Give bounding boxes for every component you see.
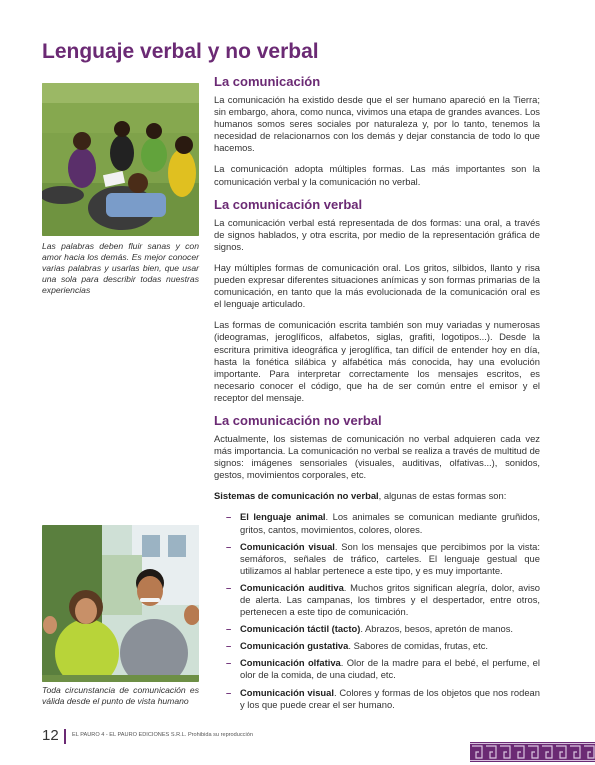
photo1-caption: Las palabras deben fluir sanas y con amor hacia los demás. Es mejor conocer varias palabras y usarlas bien, que usar una sola para describir todas nuestras experiencias [42, 241, 199, 295]
list-item [226, 582, 540, 618]
paragraph: La comunicación verbal está representada de dos formas: una oral, a través de signos hablados, y otra escrita, por medio de la representación gráfica de signos. [214, 216, 540, 252]
item-text: . Muchos gritos significan alegría, dolor, aviso de alerta. Las campanas, los timbres y el despertador, entre otros, pertenecen a este tipo de comunicación. [240, 581, 540, 618]
item-text: . Olor de la madre para el bebé, el perfume, el olor de la comida, de una ciudad, etc. [240, 657, 540, 681]
list-item [226, 640, 540, 652]
footer-text: EL PAURO 4 - EL PAURO EDICIONES S.R.L. Prohibida su reproducción [72, 732, 253, 738]
dash-bullet: – [226, 686, 232, 698]
paragraph: La comunicación ha existido desde que el ser humano apareció en la Tierra; sin embargo, ahora, como nunca, vivimos una etapa de grandes avances. Los humanos somos seres sociales por naturaleza y, por lo tanto, tenemos la necesidad de relacionarnos con los demás y dejar constancia de todo lo que hacemos. [214, 94, 540, 154]
item-term: Comunicación auditiva [240, 581, 344, 593]
systems-lead-bold: Sistemas de comunicación no verbal [214, 490, 379, 502]
item-term: El lenguaje animal [240, 511, 326, 523]
item-term: Comunicación gustativa [240, 640, 349, 652]
item-text: . Sabores de comidas, frutas, etc. [348, 640, 489, 652]
item-term: Comunicación olfativa [240, 657, 341, 669]
item-term: Comunicación visual [240, 540, 335, 552]
paragraph: Las formas de comunicación escrita también son muy variadas y numerosas (ideogramas, jeroglíficos, alfabetos, siglas, grafiti, logotipos...). Desde la escritura primitiva ideográfica y jeroglífica, tan difícil de entender hoy en día, hasta la fonética silábica y alfabética más conocida, hay una evolución importante. Para interpretar correctamente los mensajes escritos, es necesario conocer el código, que ha de ser común entre el emisor y el receptor del mensaje. [214, 319, 540, 403]
footer-divider [64, 729, 66, 744]
students-photo [42, 83, 199, 236]
main-content [214, 74, 540, 716]
item-text: . Los animales se comunican mediante gruñidos, gritos, cantos, movimientos, colores, olores. [240, 511, 540, 535]
section-heading-noverbal: La comunicación no verbal [214, 412, 382, 428]
page-title: Lenguaje verbal y no verbal [42, 40, 319, 63]
list-item [226, 541, 540, 577]
item-text: . Colores y formas de los objetos que nos rodean y los que puede crear el ser humano. [240, 686, 540, 710]
item-term: Comunicación táctil (tacto) [240, 623, 361, 635]
systems-list [214, 511, 540, 710]
list-item [226, 623, 540, 635]
item-text: . Son los mensajes que percibimos por la vista: semáforos, señales de tráfico, carteles. El lenguaje gestual que utilizamos al hablar pertenece a este tipo, y es muy importante. [240, 540, 540, 576]
item-term: Comunicación visual [240, 686, 334, 698]
paragraph: Hay múltiples formas de comunicación oral. Los gritos, silbidos, llanto y risa pueden expresar diferentes situaciones anímicas y son formas primarias de la comunicación, en tanto que la más evolucionada de la comunicación oral es el lenguaje articulado. [214, 261, 540, 310]
list-item [226, 687, 540, 711]
systems-lead [214, 490, 540, 502]
dash-bullet: – [226, 581, 232, 593]
section-heading-verbal: La comunicación verbal [214, 196, 363, 212]
dash-bullet: – [226, 623, 232, 635]
section-heading-comunicacion: La comunicación [214, 74, 321, 89]
page-footer [42, 727, 472, 745]
dash-bullet: – [226, 540, 232, 552]
paragraph: La comunicación adopta múltiples formas. Las más importantes son la comunicación verbal y la comunicación no verbal. [214, 163, 540, 187]
systems-lead-rest: , algunas de estas formas son: [378, 490, 507, 502]
dash-bullet: – [226, 640, 232, 652]
list-item [226, 511, 540, 535]
decorative-pattern [470, 742, 595, 762]
page-number: 12 [42, 727, 59, 744]
paragraph: Actualmente, los sistemas de comunicación no verbal adquieren cada vez más importancia. La comunicación no verbal se realiza a través de multitud de signos: imágenes sensoriales (visuales, auditivas, olfativas...), sonidos, gestos, movimientos corporales, etc. [214, 432, 540, 481]
friends-photo [42, 525, 199, 682]
dash-bullet: – [226, 511, 232, 523]
item-text: . Abrazos, besos, apretón de manos. [360, 623, 514, 635]
photo2-caption: Toda circunstancia de comunicación es válida desde el punto de vista humano [42, 685, 199, 706]
list-item [226, 657, 540, 681]
dash-bullet: – [226, 657, 232, 669]
